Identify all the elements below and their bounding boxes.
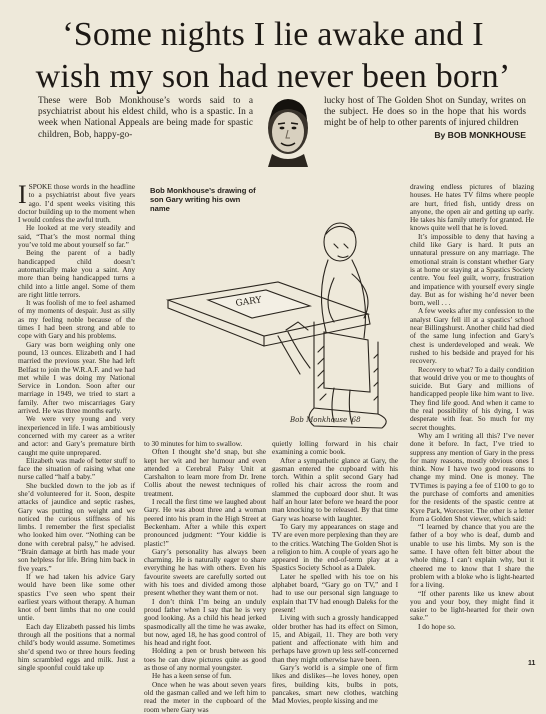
page-number: 11 [528, 660, 536, 667]
article-column-2 [144, 440, 266, 714]
paragraph: Living with such a grossly handicapped older brother has had its effect on Simon, 15, and Abigail, 11. They are both very patient and affectionate with him and perhaps have grown up less self-concerned than they might otherwise have been. [272, 613, 398, 664]
standfirst-left: These were Bob Monkhouse’s words said to a psychiatrist about his eldest child, who is a spastic. In a week when National Appeals are being made for spastic children, Bob, happy-go- [38, 96, 253, 140]
paragraph: Gary was born weighing only one pound, 13 ounces. Elizabeth and I had married the previous year. She had left Belfast to join the W.R.A.F. and we had met while I was doing my National Service in London. Soon after our marriage in 1949, we tried to start a family. After two miscarriages Gary arrived. He was three months early. [18, 339, 135, 416]
paragraph: Holding a pen or brush between his toes he can draw pictures quite as good as those of any normal youngster. [144, 646, 266, 673]
headline [6, 14, 540, 98]
svg-text:GARY: GARY [235, 295, 263, 309]
headline-line-2: wish my son had never been born’ [35, 58, 511, 95]
paragraph: A few weeks after my confession to the analyst Gary fell ill at a spastics’ school near Billingshurst. Another child had died of the same lung infection and Gary’s chest is underdeveloped and weak. We rushed to his bedside and prayed for his recovery. [410, 306, 534, 366]
paragraph: drawing endless pictures of blazing houses. He hates TV films where people are hurt, fried fish, untidy dress on anyone, the open air and getting up early. He takes his family utterly for granted. He knows quite well that he is loved. [410, 182, 534, 233]
paragraph: It’s impossible to deny that having a child like Gary is hard. It puts an unnatural pressure on any marriage. The emotional strain is constant whether Gary is at home or staying at a Spastics Society centre. You feel guilt, worry, frustration and impatience with yourself every single day. But as for wishing he’d never been born, well . . . [410, 231, 534, 308]
drop-cap: I [18, 180, 27, 209]
illustration-caption: Bob Monkhouse’s drawing of son Gary writing his own name [150, 186, 256, 213]
paragraph: Often I thought she’d snap, but she kept her wit and her humour and even attended a Cerebral Palsy Unit at Carshalton to learn more from Dr. Irene Collis about the newest techniques of treatment. [144, 447, 266, 498]
paragraph-text: SPOKE those words in the headline to a psychiatrist about five years ago. I’d spent weeks visiting this doctor building up to the moment when I would confess the awful truth. [18, 182, 135, 225]
paragraph: He looked at me very steadily and said, “That’s the most normal thing you’ve told me about yourself so far.” [18, 223, 135, 250]
standfirst-right [324, 96, 526, 141]
standfirst-right-text: lucky host of The Golden Shot on Sunday, writes on the subject. He does so in the hope that his words might be of help to other parents of injured children [324, 96, 526, 129]
paragraph: After a sympathetic glance at Gary, the gasman entered the cupboard with his torch. Within a split second Gary had rolled his chair across the room and slammed the cupboard door shut. It was half an hour later before we heard the poor man knocking to be released. By that time Gary was hoarse with laughter. [272, 455, 398, 523]
paragraph: I recall the first time we laughed about Gary. He was about three and a woman peered into his pram in the High Street at Beckenham. After a while this expert pronounced judgment: “Your kiddie is plastic!” [144, 497, 266, 548]
paragraph: Once when he was about seven years old the gasman called and we left him to read the meter in the cupboard of the room where Gary was [144, 679, 266, 714]
paragraph: We were very young and very inexperienced in life. I was ambitiously concerned with my career as a writer and actor: and Gary’s premature birth caught me quite unprepared. [18, 414, 135, 457]
illustration-gary-writing [138, 182, 406, 434]
article-column-4 [410, 183, 534, 631]
paragraph: I don’t think I’m being an unduly proud father when I say that he is very good looking. As a child his head jerked spasmodically all the time he was awake, but now, aged 18, he has good control of his head and right foot. [144, 596, 266, 648]
article-column-1 [18, 180, 135, 673]
paragraph: I do hope so. [418, 621, 456, 631]
paragraph: quietly lolling forward in his chair examining a comic book. [272, 439, 398, 457]
paragraph: She buckled down to the job as if she’d volunteered for it. Soon, despite attacks of jaundice and septic rashes, Gary was putting on weight and we noticed the curious stiffness of his limbs. I remember the first specialist who looked him over. “Nothing can be done with cerebral palsy,” he advised. “Brain damage at birth has made your son helpless for life. Bring him back in five years.” [18, 480, 135, 573]
paragraph: It was foolish of me to feel ashamed of my moments of despair. Just as silly as my feeling noble because of the times I had been strong and able to cope with Gary and his problems. [18, 298, 135, 341]
byline: By BOB MONKHOUSE [434, 129, 526, 140]
paragraph: Later he spelled with his toe on his alphabet board, “Gary go on TV,” and I had to use our personal sign language to explain that TV had enough Daleks for the present! [272, 571, 398, 614]
paragraph: He has a keen sense of fun. [152, 671, 232, 681]
paragraph: Gary’s personality has always been charming. He is naturally eager to share everything he has with others. Even his favourite sweets are carefully sorted out with his toes and divided among those present whether they want them or not. [144, 546, 266, 598]
paragraph [18, 180, 135, 225]
headline-line-1: ‘Some nights I lie awake and I [62, 16, 484, 53]
article-column-3 [272, 440, 398, 706]
paragraph: “If other parents like us knew about you and your boy, they might find it easier to be light-hearted for their own sake.” [410, 588, 534, 623]
paragraph: to 30 minutes for him to swallow. [144, 439, 243, 448]
paragraph: If we had taken his advice Gary would have been like some other spastics I’ve seen who spent their earliest years without therapy. A human knot of bent limbs that no one could untie. [18, 571, 135, 623]
paragraph: Each day Elizabeth passed his limbs through all the positions that a normal child’s body would assume. Sometimes she’d spend two or three hours feeding him scrambled eggs and milk. Just a single spoonful could take up [18, 621, 135, 673]
paragraph: Elizabeth was made of better stuff to face the situation of raising what one nurse called “half a baby.” [18, 455, 135, 482]
paragraph: Recovery to what? To a daily condition that would drive you or me to thoughts of suicide. But Gary and millions of handicapped people like him want to live. They find life good. And when it came to the real possibility of his dying, I was desperate with fear. So much for my secret thoughts. [410, 364, 534, 432]
paragraph: Being the parent of a badly handicapped child doesn’t automatically make you a saint. Any more than being handicapped turns a child into a little angel. Some of them are right little terrors. [18, 248, 135, 299]
paragraph: “I learned by chance that you are the father of a boy who is deaf, dumb and unable to use his limbs. My son is the same. I have often felt bitter about the whole thing. I can’t explain why, but it cheered me to know that I share the problem with a bloke who is light-hearted for a living. [410, 522, 534, 590]
illustration-signature: Bob Monkhouse ’68 [290, 416, 361, 424]
paragraph: To Gary my appearances on stage and TV are even more perplexing than they are to the critics. Watching The Golden Shot is a religion to him. A couple of years ago he appeared in the end-of-term play at a Spastics Society School as a Dalek. [272, 521, 398, 573]
paragraph: Gary’s world is a simple one of firm likes and dislikes—he loves honey, open fires, building kits, bulbs in pots, pancakes, smart new clothes, watching Mad Movies, people kissing and me [272, 663, 398, 706]
paragraph: Why am I writing all this? I’ve never done it before. In fact, I’ve tried to suppress any mention of Gary in the press for many reasons, mostly obvious ones I think. Now I have two good reasons to change my mind. One is money. The TVTimes is paying a fee of £100 to go to the purchase of comforts and amenities for the residents of the spastic centre at Kyre Park, Worcester. The other is a letter from a Golden Shot viewer, which said: [410, 430, 534, 523]
author-portrait [258, 92, 318, 167]
